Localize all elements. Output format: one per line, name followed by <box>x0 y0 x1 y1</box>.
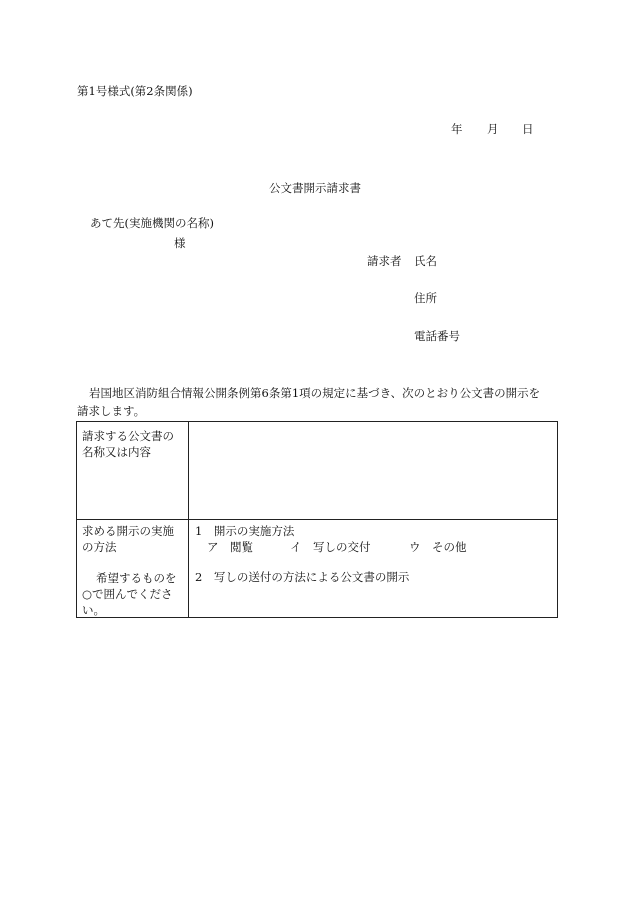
request-table <box>76 421 558 618</box>
date-day-label: 日 <box>522 122 534 136</box>
request-statement-line1: 岩国地区消防組合情報公開条例第6条第1項の規定に基づき、次のとおり公文書の開示を <box>89 386 541 400</box>
circle-instruction-line2: ○で囲んでくださ <box>82 587 173 601</box>
document-title: 公文書開示請求書 <box>269 181 361 195</box>
form-number: 第1号様式(第2条関係) <box>77 84 193 98</box>
request-statement-line2: 請求します。 <box>77 404 146 418</box>
option-2-mail-copy[interactable]: 2 写しの送付の方法による公文書の開示 <box>195 570 410 584</box>
addressee-honorific: 様 <box>174 236 186 250</box>
document-name-label-cell <box>77 422 189 520</box>
disclosure-method-label-line2: の方法 <box>82 540 117 554</box>
circle-instruction-line3: い。 <box>82 603 105 617</box>
option-1i-copy-delivery[interactable]: イ 写しの交付 <box>290 540 371 554</box>
document-name-input-cell[interactable] <box>189 422 558 520</box>
circle-instruction-line1: 希望するものを <box>96 571 177 585</box>
option-1-title: 1 開示の実施方法 <box>195 524 295 538</box>
option-1u-other[interactable]: ウ その他 <box>409 540 467 554</box>
requester-phone-label: 電話番号 <box>414 329 460 343</box>
disclosure-method-label-line1: 求める開示の実施 <box>82 524 174 538</box>
document-name-label-line1: 請求する公文書の <box>82 429 174 443</box>
table-row <box>77 520 558 618</box>
date-year-label: 年 <box>451 122 463 136</box>
document-name-label-line2: 名称又は内容 <box>82 445 151 459</box>
option-1a-inspection[interactable]: ア 閲覧 <box>207 540 253 554</box>
disclosure-method-label-cell <box>77 520 189 618</box>
disclosure-method-options-cell <box>189 520 558 618</box>
date-month-label: 月 <box>487 122 499 136</box>
table-row <box>77 422 558 520</box>
addressee-label: あて先(実施機関の名称) <box>90 216 214 230</box>
requester-name-label: 氏名 <box>414 254 437 268</box>
requester-address-label: 住所 <box>414 291 437 305</box>
requester-label: 請求者 <box>367 254 402 268</box>
